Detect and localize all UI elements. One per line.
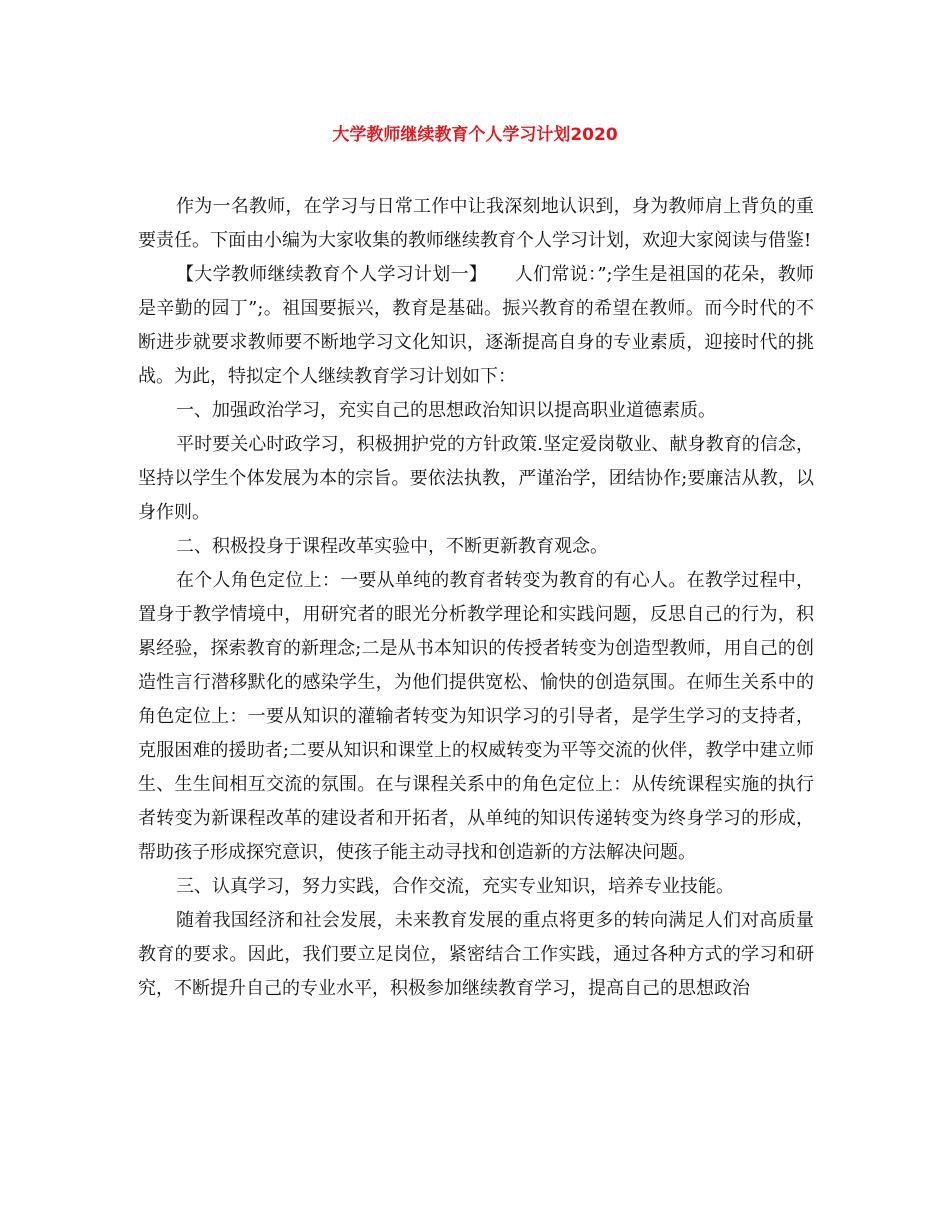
paragraph-role: 在个人角色定位上：一要从单纯的教育者转变为教育的有心人。在教学过程中，置身于教学情境中，用研究者的眼光分析教学理论和实践问题，反思自己的行为，积累经验，探索教育的新理念;二是从书本知识的传授者转变为创造型教师，用自己的创造性言行潜移默化的感染学生，为他们提供宽松、愉快的创造氛围。在师生关系中的角色定位上：一要从知识的灌输者转变为知识学习的引导者，是学生学习的支持者，克服困难的援助者;二要从知识和课堂上的权威转变为平等交流的伙伴，教学中建立师生、生生间相互交流的氛围。在与课程关系中的角色定位上：从传统课程实施的执行者转变为新课程改革的建设者和开拓者，从单纯的知识传递转变为终身学习的形成，帮助孩子形成探究意识，使孩子能主动寻找和创造新的方法解决问题。 [138, 570, 814, 863]
paragraph-plan-one: 【大学教师继续教育个人学习计划一】 人们常说：”;学生是祖国的花朵，教师是辛勤的园丁”;。祖国要振兴，教育是基础。振兴教育的希望在教师。而今时代的不断进步就要求教师要不断地学习文化知识，逐渐提高自身的专业素质，迎接时代的挑战。为此，特拟定个人继续教育学习计划如下： [138, 264, 814, 387]
section-heading-1: 一、加强政治学习，充实自己的思想政治知识以提高职业道德素质。 [176, 400, 716, 421]
section-heading-3: 三、认真学习，努力实践，合作交流，充实专业知识，培养专业技能。 [176, 876, 734, 897]
paragraph-intro: 作为一名教师，在学习与日常工作中让我深刻地认识到，身为教师肩上背负的重要责任。下面由小编为大家收集的教师继续教育个人学习计划，欢迎大家阅读与借鉴! [138, 196, 814, 251]
document-title: 大学教师继续教育个人学习计划2020 [332, 125, 618, 145]
paragraph-politics: 平时要关心时政学习，积极拥护党的方针政策.坚定爱岗敬业、献身教育的信念，坚持以学生个体发展为本的宗旨。要依法执教，严谨治学，团结协作;要廉洁从教，以身作则。 [138, 434, 814, 523]
document-body [138, 190, 814, 1006]
paragraph-development: 随着我国经济和社会发展，未来教育发展的重点将更多的转向满足人们对高质量教育的要求。因此，我们要立足岗位，紧密结合工作实践，通过各种方式的学习和研究，不断提升自己的专业水平，积极参加继续教育学习，提高自己的思想政治 [138, 910, 814, 999]
section-heading-2: 二、积极投身于课程改革实验中，不断更新教育观念。 [176, 536, 608, 557]
